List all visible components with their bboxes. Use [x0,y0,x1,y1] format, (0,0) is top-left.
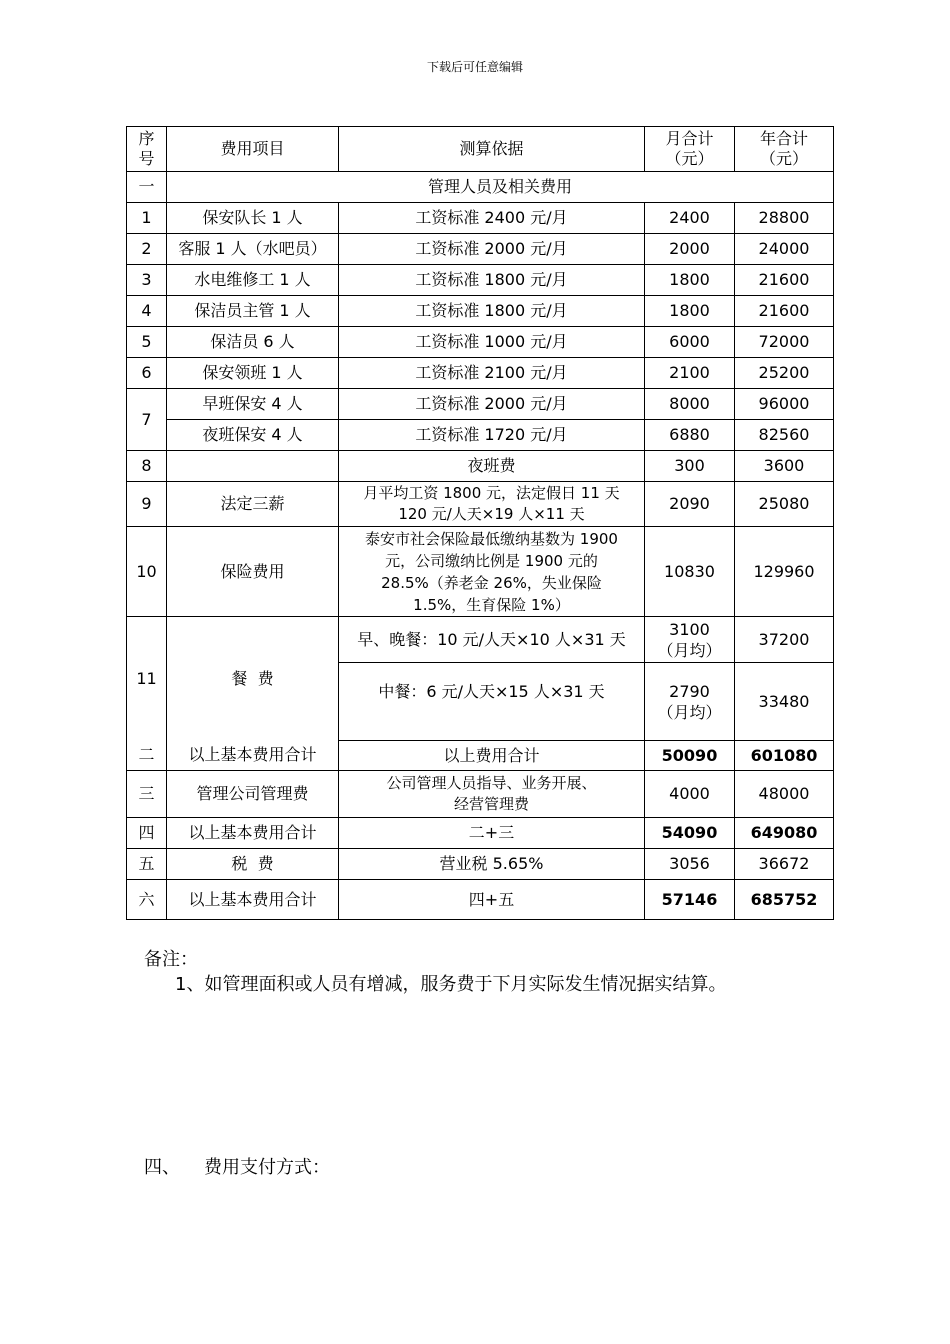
row-yearly: 37200 [735,617,834,663]
table-row [127,741,834,771]
row-basis: 二+三 [339,818,645,849]
header-yearly: 年合计 （元） [735,127,834,172]
row-monthly: 54090 [645,818,735,849]
header-no: 序 号 [127,127,167,172]
table-row [127,617,834,663]
row-no: 6 [127,358,167,389]
row-monthly: 3056 [645,849,735,880]
row-basis: 工资标准 2400 元/月 [339,203,645,234]
row-no: 8 [127,451,167,482]
row-yearly: 21600 [735,296,834,327]
row-item: 夜班保安 4 人 [167,420,339,451]
row-yearly: 685752 [735,880,834,920]
row-basis: 工资标准 1000 元/月 [339,327,645,358]
row-monthly: 4000 [645,771,735,818]
table-row [127,880,834,920]
row-no: 7 [127,389,167,451]
remarks-title: 备注： [144,949,198,970]
section-no: 一 [127,172,167,203]
section-title: 管理人员及相关费用 [167,172,834,203]
row-no: 2 [127,234,167,265]
row-yearly: 36672 [735,849,834,880]
row-monthly: 57146 [645,880,735,920]
row-no: 四 [127,818,167,849]
row-basis: 工资标准 1800 元/月 [339,296,645,327]
row-yearly: 649080 [735,818,834,849]
table-row [127,482,834,527]
row-no: 4 [127,296,167,327]
row-yearly: 25080 [735,482,834,527]
row-monthly: 2790 （月均） [645,663,735,741]
row-basis: 中餐：6 元/人天×15 人×31 天 [339,663,645,741]
row-yearly: 28800 [735,203,834,234]
row-yearly: 25200 [735,358,834,389]
row-yearly: 33480 [735,663,834,741]
row-item: 保安队长 1 人 [167,203,339,234]
row-monthly: 300 [645,451,735,482]
header-item: 费用项目 [167,127,339,172]
row-yearly: 48000 [735,771,834,818]
row-item: 以上基本费用合计 [167,880,339,920]
row-monthly: 2400 [645,203,735,234]
row-no: 五 [127,849,167,880]
header-monthly: 月合计 （元） [645,127,735,172]
row-no: 二 [127,741,167,771]
row-item: 管理公司管理费 [167,771,339,818]
table-row [127,296,834,327]
payment-title: 费用支付方式： [204,1157,330,1178]
row-monthly: 6000 [645,327,735,358]
table-row [127,358,834,389]
row-item: 水电维修工 1 人 [167,265,339,296]
row-monthly: 2000 [645,234,735,265]
table-row [127,818,834,849]
row-yearly: 82560 [735,420,834,451]
table-header-row [127,127,834,172]
row-no: 3 [127,265,167,296]
row-no: 六 [127,880,167,920]
table-row [127,327,834,358]
payment-heading [144,1153,330,1179]
section-row [127,172,834,203]
row-monthly: 10830 [645,527,735,617]
table-row [127,203,834,234]
row-item [167,451,339,482]
row-item: 保洁员 6 人 [167,327,339,358]
fee-table [126,126,834,920]
row-yearly: 129960 [735,527,834,617]
row-monthly: 1800 [645,265,735,296]
row-item: 客服 1 人（水吧员） [167,234,339,265]
row-no: 10 [127,527,167,617]
row-no: 9 [127,482,167,527]
row-item: 以上基本费用合计 [167,741,339,771]
row-basis: 泰安市社会保险最低缴纳基数为 1900 元，公司缴纳比例是 1900 元的 28.5%（养老金 26%，失业保险 1.5%，生育保险 1%） [339,527,645,617]
row-monthly: 1800 [645,296,735,327]
row-item: 法定三薪 [167,482,339,527]
row-item: 保安领班 1 人 [167,358,339,389]
header-note: 下载后可任意编辑 [426,60,523,74]
row-item: 餐 费 [167,617,339,741]
row-no: 三 [127,771,167,818]
table-row [127,389,834,420]
table-row [127,527,834,617]
table-row [127,451,834,482]
row-yearly: 72000 [735,327,834,358]
row-basis: 公司管理人员指导、业务开展、 经营管理费 [339,771,645,818]
row-no: 1 [127,203,167,234]
row-basis: 工资标准 1800 元/月 [339,265,645,296]
row-monthly: 3100 （月均） [645,617,735,663]
table-row [127,849,834,880]
row-basis: 工资标准 2000 元/月 [339,389,645,420]
row-monthly: 2090 [645,482,735,527]
row-item: 保洁员主管 1 人 [167,296,339,327]
row-yearly: 601080 [735,741,834,771]
row-basis: 早、晚餐：10 元/人天×10 人×31 天 [339,617,645,663]
payment-number: 四、 [144,1157,180,1178]
row-item: 以上基本费用合计 [167,818,339,849]
row-monthly: 8000 [645,389,735,420]
row-basis: 工资标准 2100 元/月 [339,358,645,389]
row-basis: 以上费用合计 [339,741,645,771]
header-basis: 测算依据 [339,127,645,172]
table-row [127,771,834,818]
row-basis: 四+五 [339,880,645,920]
row-basis: 月平均工资 1800 元，法定假日 11 天 120 元/人天×19 人×11 天 [339,482,645,527]
row-yearly: 3600 [735,451,834,482]
row-basis: 夜班费 [339,451,645,482]
table-row [127,234,834,265]
row-yearly: 96000 [735,389,834,420]
row-no: 5 [127,327,167,358]
remarks-line: 1、如管理面积或人员有增减，服务费于下月实际发生情况据实结算。 [175,974,727,995]
row-no: 11 [127,617,167,741]
row-item: 早班保安 4 人 [167,389,339,420]
row-basis: 工资标准 1720 元/月 [339,420,645,451]
row-yearly: 24000 [735,234,834,265]
row-item: 税 费 [167,849,339,880]
row-monthly: 2100 [645,358,735,389]
table-row [127,420,834,451]
row-monthly: 50090 [645,741,735,771]
row-item: 保险费用 [167,527,339,617]
row-basis: 工资标准 2000 元/月 [339,234,645,265]
row-monthly: 6880 [645,420,735,451]
table-row [127,265,834,296]
row-yearly: 21600 [735,265,834,296]
row-basis: 营业税 5.65% [339,849,645,880]
